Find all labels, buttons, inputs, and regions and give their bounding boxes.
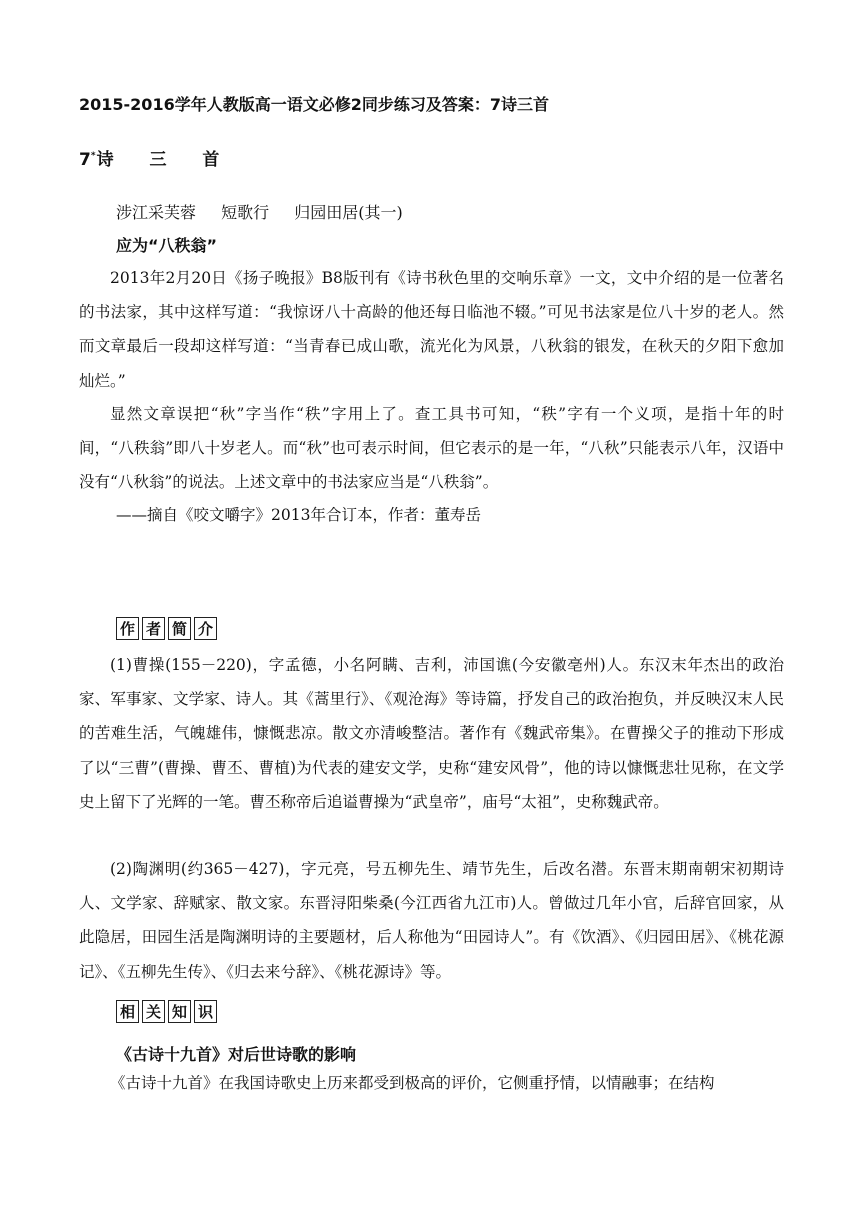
article-source: ——摘自《咬文嚼字》2013年合订本，作者：董寿岳: [116, 506, 481, 524]
article-heading: 应为“八秩翁”: [116, 236, 218, 255]
poem-title: 涉江采芙蓉: [116, 203, 197, 222]
heading-char: 知: [168, 1000, 191, 1023]
knowledge-subheading: 《古诗十九首》对后世诗歌的影响: [116, 1045, 357, 1064]
poem-list: [116, 200, 403, 223]
lesson-name: 诗 三 首: [96, 150, 235, 170]
article-paragraph: 2013年2月20日《扬子晚报》B8版刊有《诗书秋色里的交响乐章》一文，文中介绍的是一位著名的书法家，其中这样写道：“我惊讶八十高龄的他还每日临池不辍。”可见书法家是位八十岁的老人。然而文章最后一段却这样写道：“当青春已成山歌，流光化为风景，八秋翁的银发，在秋天的夕阳下愈加灿烂。”: [79, 269, 784, 390]
heading-char: 相: [116, 1000, 139, 1023]
heading-char: 简: [168, 617, 191, 640]
heading-char: 识: [194, 1000, 217, 1023]
lesson-number: 7: [79, 150, 91, 170]
author-paragraph: (1)曹操(155－220)，字孟德，小名阿瞒、吉利，沛国谯(今安徽亳州)人。东汉末年杰出的政治家、军事家、文学家、诗人。其《蒿里行》、《观沧海》等诗篇，抒发自己的政治抱负，并反映汉末人民的苦难生活，气魄雄伟，慷慨悲凉。散文亦清峻整洁。著作有《魏武帝集》。在曹操父子的推动下形成了以“三曹”(曹操、曹丕、曹植)为代表的建安文学，史称“建安风骨”，他的诗以慷慨悲壮见称，在文学史上留下了光辉的一笔。曹丕称帝后追谥曹操为“武皇帝”，庙号“太祖”，史称魏武帝。: [79, 656, 784, 811]
heading-char: 介: [194, 617, 217, 640]
heading-char: 作: [116, 617, 139, 640]
lesson-marker: *: [90, 151, 96, 162]
knowledge-paragraph: 《古诗十九首》在我国诗歌史上历来都受到极高的评价，它侧重抒情，以情融事；在结构: [110, 1074, 715, 1092]
knowledge-section-heading: [116, 1000, 217, 1023]
poem-title: 短歌行: [221, 203, 270, 222]
heading-char: 者: [142, 617, 165, 640]
author-paragraph: (2)陶渊明(约365－427)，字元亮，号五柳先生、靖节先生，后改名潜。东晋末期南朝宋初期诗人、文学家、辞赋家、散文家。东晋浔阳柴桑(今江西省九江市)人。曾做过几年小官，后辞官回家，从此隐居，田园生活是陶渊明诗的主要题材，后人称他为“田园诗人”。有《饮酒》、《归园田居》、《桃花源记》、《五柳先生传》、《归去来兮辞》、《桃花源诗》等。: [79, 860, 784, 981]
document-title: 2015-2016学年人教版高一语文必修2同步练习及答案：7诗三首: [79, 95, 549, 114]
article-paragraph: 显然文章误把“秋”字当作“秩”字用上了。查工具书可知，“秩”字有一个义项，是指十年的时间，“八秩翁”即八十岁老人。而“秋”也可表示时间，但它表示的是一年，“八秋”只能表示八年，汉语中没有“八秋翁”的说法。上述文章中的书法家应当是“八秩翁”。: [79, 405, 784, 492]
heading-char: 关: [142, 1000, 165, 1023]
poem-title: 归园田居(其一): [294, 203, 403, 222]
author-section-heading: [116, 617, 217, 640]
lesson-title: [79, 145, 234, 170]
